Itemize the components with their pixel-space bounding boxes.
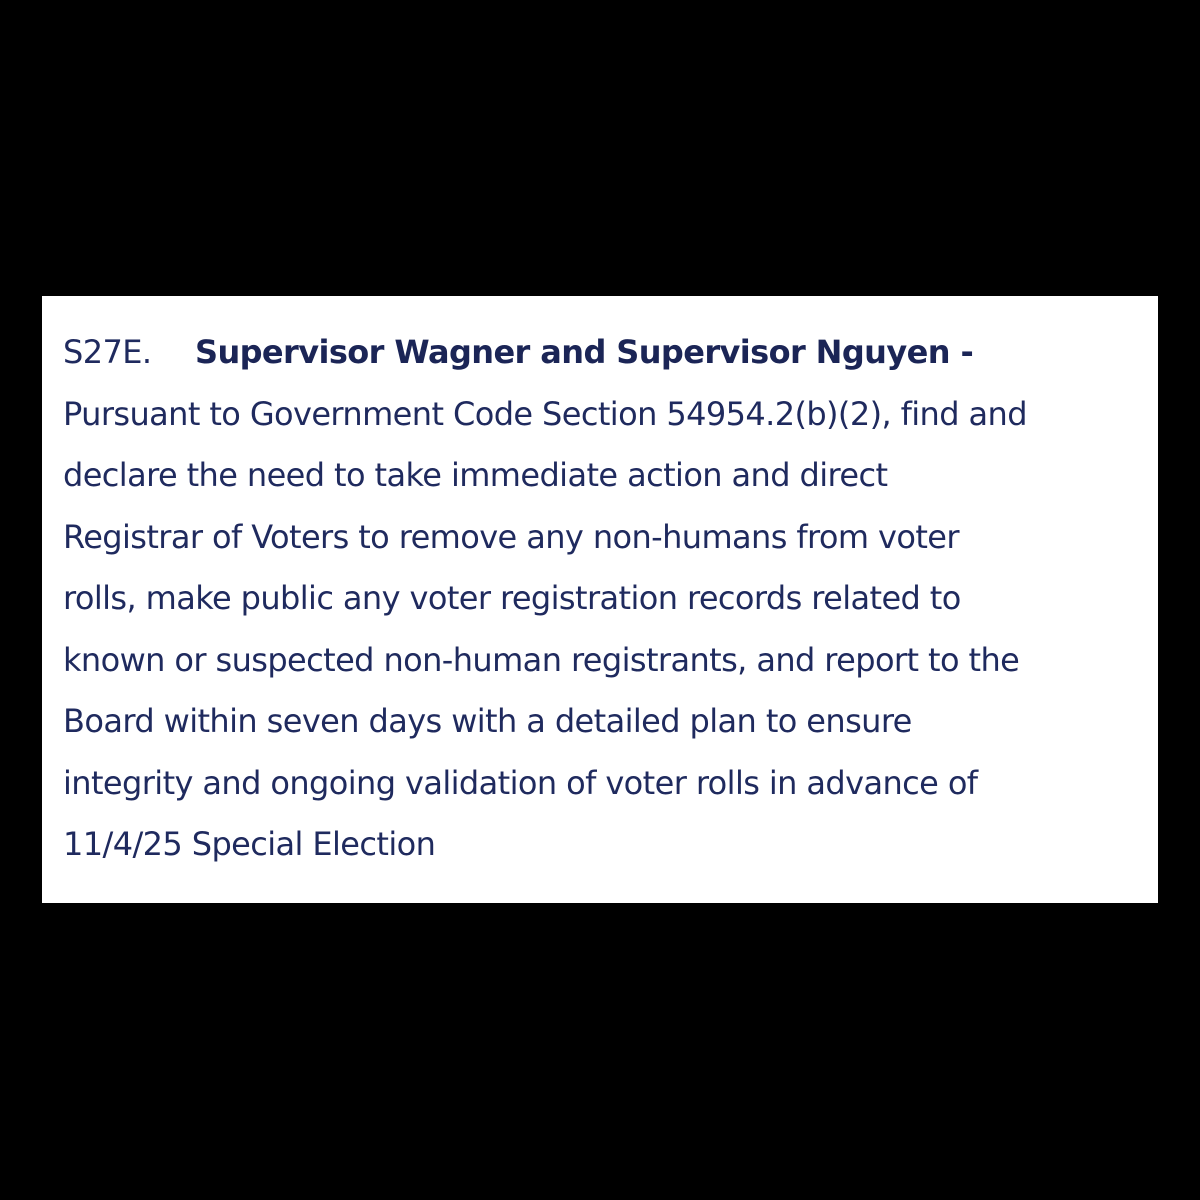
- body-line: declare the need to take immediate action and direct: [63, 456, 888, 494]
- agenda-item-text: [63, 322, 1138, 876]
- body-line: integrity and ongoing validation of voter rolls in advance of: [63, 763, 978, 802]
- body-line: Board within seven days with a detailed plan to ensure: [63, 702, 912, 740]
- agenda-item-header: [63, 322, 1138, 384]
- body-line: Registrar of Voters to remove any non-humans from voter: [63, 517, 959, 556]
- item-number: S27E.: [63, 333, 152, 371]
- body-line: known or suspected non-human registrants, and report to the: [63, 640, 1020, 679]
- body-line: Pursuant to Government Code Section 54954.2(b)(2), find and: [63, 394, 1027, 433]
- body-line: 11/4/25 Special Election: [63, 825, 436, 863]
- item-sponsors: Supervisor Wagner and Supervisor Nguyen -: [195, 333, 974, 371]
- agenda-item-card: [42, 296, 1158, 903]
- body-line: rolls, make public any voter registration records related to: [63, 579, 961, 617]
